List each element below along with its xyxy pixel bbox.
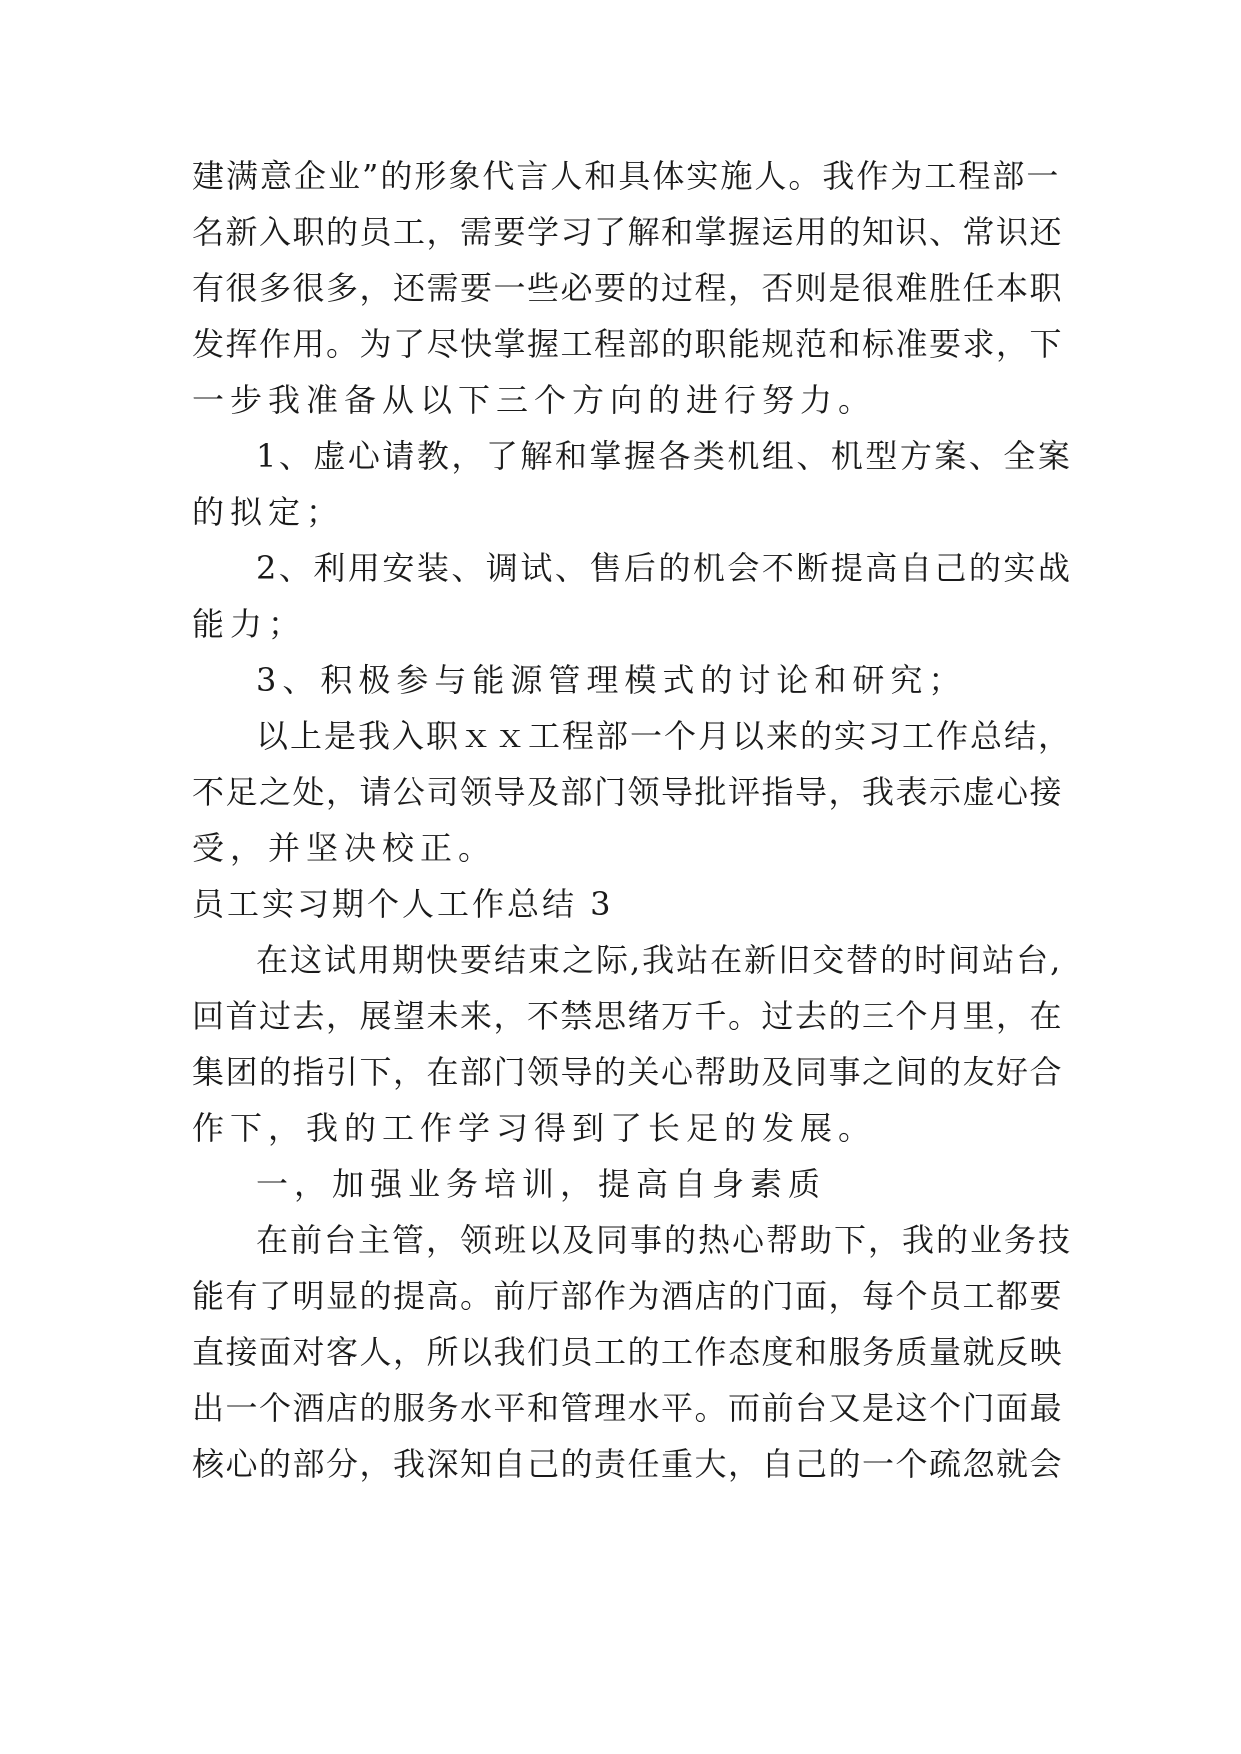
text-line: 一步我准备从以下三个方向的进行努力。 xyxy=(192,381,877,419)
text-line: 1、虚心请教，了解和掌握各类机组、机型方案、全案 xyxy=(256,437,1073,475)
paragraph xyxy=(192,540,1072,652)
text-line: 的拟定； xyxy=(192,493,345,531)
text-line: 作下，我的工作学习得到了长足的发展。 xyxy=(192,1109,877,1147)
text-line: 2、利用安装、调试、售后的机会不断提高自己的实战 xyxy=(256,549,1073,587)
text-line: 回首过去，展望未来，不禁思绪万千。过去的三个月里，在 xyxy=(192,997,1064,1035)
paragraph xyxy=(192,652,1072,708)
paragraph xyxy=(192,1156,1072,1212)
text-line: 建满意企业”的形象代言人和具体实施人。我作为工程部一 xyxy=(192,157,1061,195)
paragraph xyxy=(192,932,1072,1156)
text-line: 不足之处，请公司领导及部门领导批评指导，我表示虚心接 xyxy=(192,773,1064,811)
text-line: 能力； xyxy=(192,605,307,643)
text-line: 受，并坚决校正。 xyxy=(192,829,497,867)
text-line: 名新入职的员工，需要学习了解和掌握运用的知识、常识还 xyxy=(192,213,1064,251)
paragraph xyxy=(192,1212,1072,1492)
text-line: 直接面对客人，所以我们员工的工作态度和服务质量就反映 xyxy=(192,1333,1064,1371)
text-line: 3、积极参与能源管理模式的讨论和研究； xyxy=(256,661,967,699)
text-line: 有很多很多，还需要一些必要的过程，否则是很难胜任本职 xyxy=(192,269,1064,307)
heading-line: 员工实习期个人工作总结 3 xyxy=(192,885,614,923)
paragraph xyxy=(192,428,1072,540)
section-heading xyxy=(192,876,1072,932)
text-line: 出一个酒店的服务水平和管理水平。而前台又是这个门面最 xyxy=(192,1389,1064,1427)
text-line: 发挥作用。为了尽快掌握工程部的职能规范和标准要求，下 xyxy=(192,325,1064,363)
paragraph xyxy=(192,148,1072,428)
paragraph xyxy=(192,708,1072,876)
text-line: 核心的部分，我深知自己的责任重大，自己的一个疏忽就会 xyxy=(192,1445,1064,1483)
text-line: 能有了明显的提高。前厅部作为酒店的门面，每个员工都要 xyxy=(192,1277,1064,1315)
text-line: 一，加强业务培训，提高自身素质 xyxy=(256,1165,827,1203)
text-line: 以上是我入职ｘｘ工程部一个月以来的实习工作总结， xyxy=(256,717,1073,755)
text-line: 在前台主管，领班以及同事的热心帮助下，我的业务技 xyxy=(256,1221,1073,1259)
text-line: 在这试用期快要结束之际,我站在新旧交替的时间站台, xyxy=(256,941,1063,979)
document-body xyxy=(192,148,1072,1492)
text-line: 集团的指引下，在部门领导的关心帮助及同事之间的友好合 xyxy=(192,1053,1064,1091)
